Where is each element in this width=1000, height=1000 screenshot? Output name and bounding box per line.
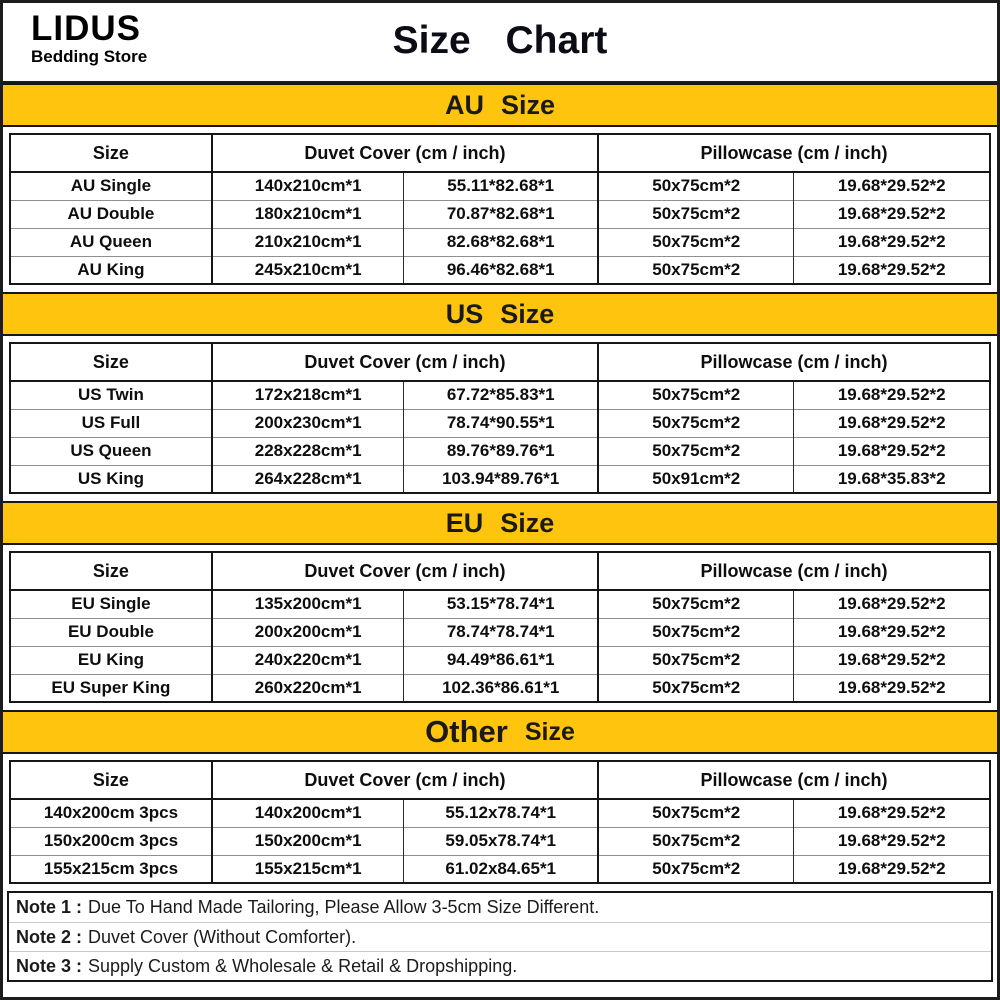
note-label: Note 3 [16,955,72,976]
note-1 [9,893,991,922]
column-header-size: Size [10,552,212,590]
cell-duvet-cm: 264x228cm*1 [212,465,404,493]
cell-duvet-inch: 103.94*89.76*1 [404,465,598,493]
column-header-duvet: Duvet Cover (cm / inch) [212,761,598,799]
section-banner-us [3,292,997,336]
page-title: Size Chart [392,19,608,62]
column-header-size: Size [10,343,212,381]
column-header-pillowcase: Pillowcase (cm / inch) [598,552,990,590]
table-row [10,409,990,437]
note-text: Duvet Cover (Without Comforter). [88,926,357,947]
table-row [10,437,990,465]
cell-pillow-cm: 50x75cm*2 [598,618,794,646]
cell-duvet-cm: 140x200cm*1 [212,799,404,827]
table-row [10,799,990,827]
cell-duvet-inch: 82.68*82.68*1 [404,228,598,256]
cell-duvet-inch: 70.87*82.68*1 [404,200,598,228]
size-table-au [9,133,991,285]
table-row [10,200,990,228]
cell-duvet-inch: 59.05x78.74*1 [404,827,598,855]
cell-pillow-inch: 19.68*29.52*2 [794,855,990,883]
cell-pillow-inch: 19.68*29.52*2 [794,172,990,200]
cell-duvet-cm: 140x210cm*1 [212,172,404,200]
section-banner-other [3,710,997,754]
cell-pillow-cm: 50x75cm*2 [598,256,794,284]
note-separator: : [76,897,83,917]
cell-pillow-cm: 50x75cm*2 [598,827,794,855]
cell-duvet-cm: 200x230cm*1 [212,409,404,437]
notes-section [7,891,993,982]
cell-pillow-inch: 19.68*29.52*2 [794,228,990,256]
cell-pillow-cm: 50x75cm*2 [598,646,794,674]
banner-region-label: US [445,298,484,329]
cell-size: AU Single [10,172,212,200]
cell-duvet-inch: 89.76*89.76*1 [404,437,598,465]
cell-duvet-inch: 78.74*78.74*1 [404,618,598,646]
cell-duvet-inch: 61.02x84.65*1 [404,855,598,883]
note-2 [9,922,991,951]
note-label: Note 2 [16,926,72,947]
table-row [10,855,990,883]
cell-pillow-inch: 19.68*29.52*2 [794,674,990,702]
cell-pillow-inch: 19.68*29.52*2 [794,646,990,674]
cell-pillow-cm: 50x75cm*2 [598,200,794,228]
cell-pillow-cm: 50x75cm*2 [598,172,794,200]
column-header-pillowcase: Pillowcase (cm / inch) [598,343,990,381]
cell-pillow-inch: 19.68*29.52*2 [794,799,990,827]
note-label: Note 1 [16,897,72,917]
cell-duvet-inch: 55.11*82.68*1 [404,172,598,200]
cell-size: US Full [10,409,212,437]
cell-duvet-cm: 155x215cm*1 [212,855,404,883]
cell-pillow-inch: 19.68*29.52*2 [794,827,990,855]
cell-pillow-cm: 50x75cm*2 [598,799,794,827]
banner-size-label: Size [524,717,575,746]
cell-pillow-inch: 19.68*29.52*2 [794,409,990,437]
cell-size: 140x200cm 3pcs [10,799,212,827]
cell-duvet-inch: 55.12x78.74*1 [404,799,598,827]
cell-size: EU Single [10,590,212,618]
column-header-duvet: Duvet Cover (cm / inch) [212,134,598,172]
note-separator: : [76,955,83,976]
cell-duvet-inch: 53.15*78.74*1 [404,590,598,618]
cell-duvet-inch: 94.49*86.61*1 [404,646,598,674]
cell-pillow-cm: 50x75cm*2 [598,674,794,702]
cell-size: AU King [10,256,212,284]
table-header-row [10,343,990,381]
table-row [10,646,990,674]
table-header-row [10,134,990,172]
cell-size: EU King [10,646,212,674]
cell-size: AU Double [10,200,212,228]
note-text: Due To Hand Made Tailoring, Please Allow 3-5cm Size Different. [88,897,600,917]
page-header [3,3,997,83]
cell-pillow-inch: 19.68*29.52*2 [794,618,990,646]
cell-pillow-cm: 50x91cm*2 [598,465,794,493]
cell-pillow-cm: 50x75cm*2 [598,409,794,437]
cell-duvet-cm: 228x228cm*1 [212,437,404,465]
cell-size: 150x200cm 3pcs [10,827,212,855]
cell-duvet-cm: 180x210cm*1 [212,200,404,228]
cell-pillow-inch: 19.68*29.52*2 [794,590,990,618]
column-header-duvet: Duvet Cover (cm / inch) [212,343,598,381]
column-header-pillowcase: Pillowcase (cm / inch) [598,761,990,799]
cell-duvet-inch: 102.36*86.61*1 [404,674,598,702]
note-text: Supply Custom & Wholesale & Retail & Dropshipping. [88,955,518,976]
cell-duvet-cm: 245x210cm*1 [212,256,404,284]
cell-duvet-cm: 240x220cm*1 [212,646,404,674]
cell-pillow-cm: 50x75cm*2 [598,590,794,618]
size-table-other [9,760,991,884]
section-banner-eu [3,501,997,545]
cell-pillow-cm: 50x75cm*2 [598,855,794,883]
column-header-size: Size [10,134,212,172]
table-header-row [10,552,990,590]
banner-region-label: Other [425,714,508,749]
cell-duvet-cm: 200x200cm*1 [212,618,404,646]
cell-size: US Queen [10,437,212,465]
note-separator: : [76,926,83,947]
cell-pillow-inch: 19.68*29.52*2 [794,381,990,409]
cell-duvet-inch: 96.46*82.68*1 [404,256,598,284]
banner-size-label: Size [500,507,555,538]
cell-pillow-inch: 19.68*29.52*2 [794,256,990,284]
banner-size-label: Size [500,298,555,329]
cell-pillow-cm: 50x75cm*2 [598,437,794,465]
table-row [10,590,990,618]
table-row [10,465,990,493]
store-tagline: Bedding Store [31,47,148,66]
cell-size: US Twin [10,381,212,409]
cell-size: EU Double [10,618,212,646]
cell-duvet-inch: 67.72*85.83*1 [404,381,598,409]
column-header-size: Size [10,761,212,799]
table-row [10,827,990,855]
cell-duvet-inch: 78.74*90.55*1 [404,409,598,437]
table-row [10,674,990,702]
cell-size: 155x215cm 3pcs [10,855,212,883]
note-3 [9,951,991,980]
column-header-duvet: Duvet Cover (cm / inch) [212,552,598,590]
banner-size-label: Size [500,89,556,120]
section-banner-au [3,83,997,127]
size-table-eu [9,551,991,703]
cell-duvet-cm: 135x200cm*1 [212,590,404,618]
cell-size: AU Queen [10,228,212,256]
cell-duvet-cm: 172x218cm*1 [212,381,404,409]
store-name: LIDUS [31,9,141,48]
cell-size: US King [10,465,212,493]
cell-pillow-inch: 19.68*29.52*2 [794,200,990,228]
banner-region-label: EU [445,507,484,538]
cell-duvet-cm: 210x210cm*1 [212,228,404,256]
cell-size: EU Super King [10,674,212,702]
table-row [10,172,990,200]
table-row [10,618,990,646]
table-row [10,256,990,284]
table-row [10,228,990,256]
cell-pillow-inch: 19.68*35.83*2 [794,465,990,493]
cell-duvet-cm: 260x220cm*1 [212,674,404,702]
table-row [10,381,990,409]
cell-pillow-cm: 50x75cm*2 [598,228,794,256]
cell-duvet-cm: 150x200cm*1 [212,827,404,855]
size-table-us [9,342,991,494]
table-header-row [10,761,990,799]
banner-region-label: AU [444,89,484,120]
cell-pillow-cm: 50x75cm*2 [598,381,794,409]
column-header-pillowcase: Pillowcase (cm / inch) [598,134,990,172]
cell-pillow-inch: 19.68*29.52*2 [794,437,990,465]
